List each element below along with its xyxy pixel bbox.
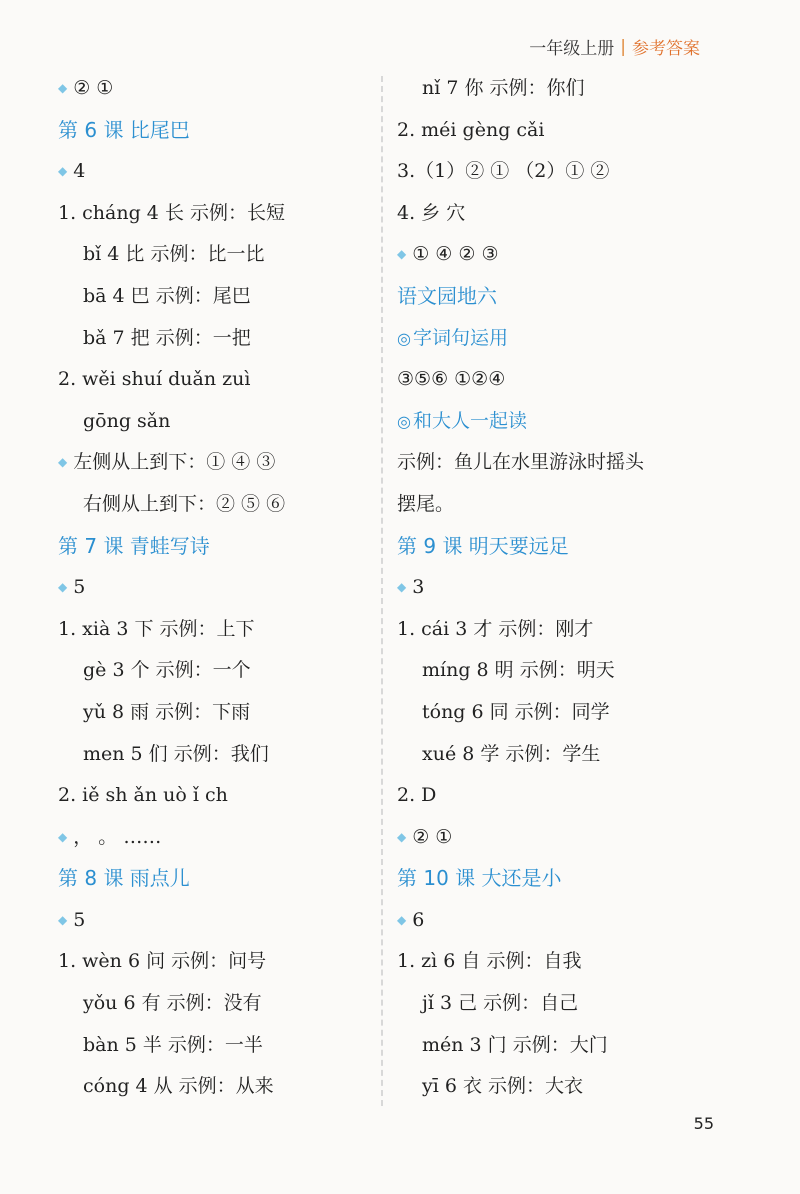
line-text: 4. 乡 穴 — [397, 201, 466, 224]
line-text: gè 3 个 示例：一个 — [83, 659, 251, 682]
bullet-answer — [58, 900, 378, 942]
lesson-title — [58, 526, 378, 568]
left-column — [58, 68, 378, 1108]
answer-line — [397, 941, 727, 983]
line-text: jǐ 3 己 示例：自己 — [422, 992, 579, 1015]
answer-line — [58, 276, 378, 318]
line-text: 1. cái 3 才 示例：刚才 — [397, 617, 594, 640]
answer-line — [397, 650, 727, 692]
column-divider — [381, 76, 383, 1106]
diamond-icon: ◆ — [397, 912, 407, 927]
answer-line — [397, 193, 727, 235]
line-text: 3.（1）② ① （2）① ② — [397, 160, 610, 183]
answer-line — [58, 484, 378, 526]
line-text: 右侧从上到下：② ⑤ ⑥ — [83, 492, 286, 515]
line-text: 第 6 课 比尾巴 — [58, 117, 190, 142]
answer-line — [397, 151, 727, 193]
diamond-icon: ◆ — [397, 580, 407, 595]
line-text: 1. xià 3 下 示例：上下 — [58, 617, 255, 640]
diamond-icon: ◆ — [397, 829, 407, 844]
bullet-answer — [58, 567, 378, 609]
bullet-answer — [58, 817, 378, 859]
line-text: cóng 4 从 示例：从来 — [83, 1075, 274, 1098]
line-text: 1. wèn 6 问 示例：问号 — [58, 950, 267, 973]
diamond-icon: ◆ — [58, 912, 68, 927]
lesson-title — [58, 110, 378, 152]
bullet-answer — [397, 817, 727, 859]
bullet-answer — [397, 900, 727, 942]
line-text: 3 — [412, 576, 425, 599]
answer-line — [58, 941, 378, 983]
line-text: 2. D — [397, 784, 437, 807]
diamond-icon: ◆ — [58, 829, 68, 844]
line-text: 5 — [73, 908, 86, 931]
line-text: nǐ 7 你 示例：你们 — [422, 77, 585, 99]
answer-line — [58, 734, 378, 776]
answer-line — [397, 359, 727, 401]
line-text: míng 8 明 示例：明天 — [422, 659, 615, 682]
bullet-answer — [58, 442, 378, 484]
line-text: 1. zì 6 自 示例：自我 — [397, 950, 582, 973]
line-text: bàn 5 半 示例：一半 — [83, 1033, 263, 1056]
answer-line — [58, 318, 378, 360]
line-text: tóng 6 同 示例：同学 — [422, 700, 610, 723]
diamond-icon: ◆ — [397, 247, 407, 262]
line-text: 语文园地六 — [397, 283, 497, 308]
answer-line — [58, 609, 378, 651]
answer-line — [397, 1025, 727, 1067]
line-text: xué 8 学 示例：学生 — [422, 742, 601, 765]
answer-line — [397, 110, 727, 152]
line-text: 2. méi gèng cǎi — [397, 118, 545, 141]
line-text: ， 。 …… — [73, 825, 162, 848]
lesson-title — [397, 276, 727, 318]
answer-line — [397, 1066, 727, 1108]
line-text: bǎ 7 把 示例：一把 — [83, 326, 251, 349]
line-text: 第 8 课 雨点儿 — [58, 866, 190, 891]
line-text: 示例：鱼儿在水里游泳时摇头 — [397, 451, 645, 474]
line-text: yī 6 衣 示例：大衣 — [422, 1075, 584, 1098]
answer-line — [397, 983, 727, 1025]
right-column — [397, 68, 727, 1108]
subsection-title — [397, 401, 727, 443]
line-text: ② ① — [412, 825, 453, 848]
answer-line — [58, 692, 378, 734]
answer-line — [58, 1066, 378, 1108]
lesson-title — [58, 858, 378, 900]
answer-line — [397, 442, 727, 484]
page-header — [529, 34, 700, 59]
answer-line — [397, 484, 727, 526]
lesson-title — [397, 858, 727, 900]
line-text: 字词句运用 — [412, 326, 508, 349]
diamond-icon: ◆ — [58, 164, 68, 179]
line-text: gōng sǎn — [83, 409, 171, 432]
answer-line — [58, 193, 378, 235]
answer-line — [397, 775, 727, 817]
lesson-title — [397, 526, 727, 568]
grade-label: 一年级上册 — [529, 39, 615, 59]
line-text: yǒu 6 有 示例：没有 — [83, 992, 262, 1015]
answer-line — [58, 401, 378, 443]
ring-icon: ◎ — [397, 411, 411, 431]
answer-line — [58, 983, 378, 1025]
answer-line — [397, 692, 727, 734]
diamond-icon: ◆ — [58, 81, 68, 95]
line-text: 第 9 课 明天要远足 — [397, 533, 569, 558]
line-text: bǐ 4 比 示例：比一比 — [83, 243, 265, 266]
line-text: 和大人一起读 — [412, 409, 527, 432]
answer-line — [58, 234, 378, 276]
line-text: men 5 们 示例：我们 — [83, 742, 269, 765]
line-text: 2. iě sh ǎn uò ǐ ch — [58, 784, 228, 807]
line-text: 摆尾。 — [397, 492, 455, 515]
header-separator: | — [620, 36, 626, 57]
line-text: mén 3 门 示例：大门 — [422, 1033, 608, 1056]
bullet-answer — [397, 567, 727, 609]
line-text: 左侧从上到下：① ④ ③ — [73, 451, 276, 474]
line-text: bā 4 巴 示例：尾巴 — [83, 284, 251, 307]
line-text: 第 7 课 青蛙写诗 — [58, 533, 210, 558]
answer-line — [397, 609, 727, 651]
line-text: 6 — [412, 908, 425, 931]
diamond-icon: ◆ — [58, 580, 68, 595]
line-text: 第 10 课 大还是小 — [397, 866, 562, 891]
line-text: ② ① — [73, 77, 114, 99]
answer-line — [58, 775, 378, 817]
answer-line — [58, 359, 378, 401]
line-text: 5 — [73, 576, 86, 599]
line-text: 2. wěi shuí duǎn zuì — [58, 368, 251, 391]
answer-line — [58, 650, 378, 692]
bullet-answer — [397, 234, 727, 276]
line-text: yǔ 8 雨 示例：下雨 — [83, 700, 251, 723]
page-number: 55 — [693, 1114, 714, 1133]
answer-line — [397, 734, 727, 776]
answers-label: 参考答案 — [632, 39, 700, 59]
line-text: ③⑤⑥ ①②④ — [397, 368, 506, 391]
answer-line — [58, 1025, 378, 1067]
subsection-title — [397, 318, 727, 360]
bullet-answer — [58, 68, 378, 110]
line-text: ① ④ ② ③ — [412, 243, 499, 266]
diamond-icon: ◆ — [58, 455, 68, 470]
line-text: 1. cháng 4 长 示例：长短 — [58, 201, 285, 224]
line-text: 4 — [73, 160, 86, 183]
answer-line — [397, 68, 727, 110]
bullet-answer — [58, 151, 378, 193]
ring-icon: ◎ — [397, 328, 411, 348]
